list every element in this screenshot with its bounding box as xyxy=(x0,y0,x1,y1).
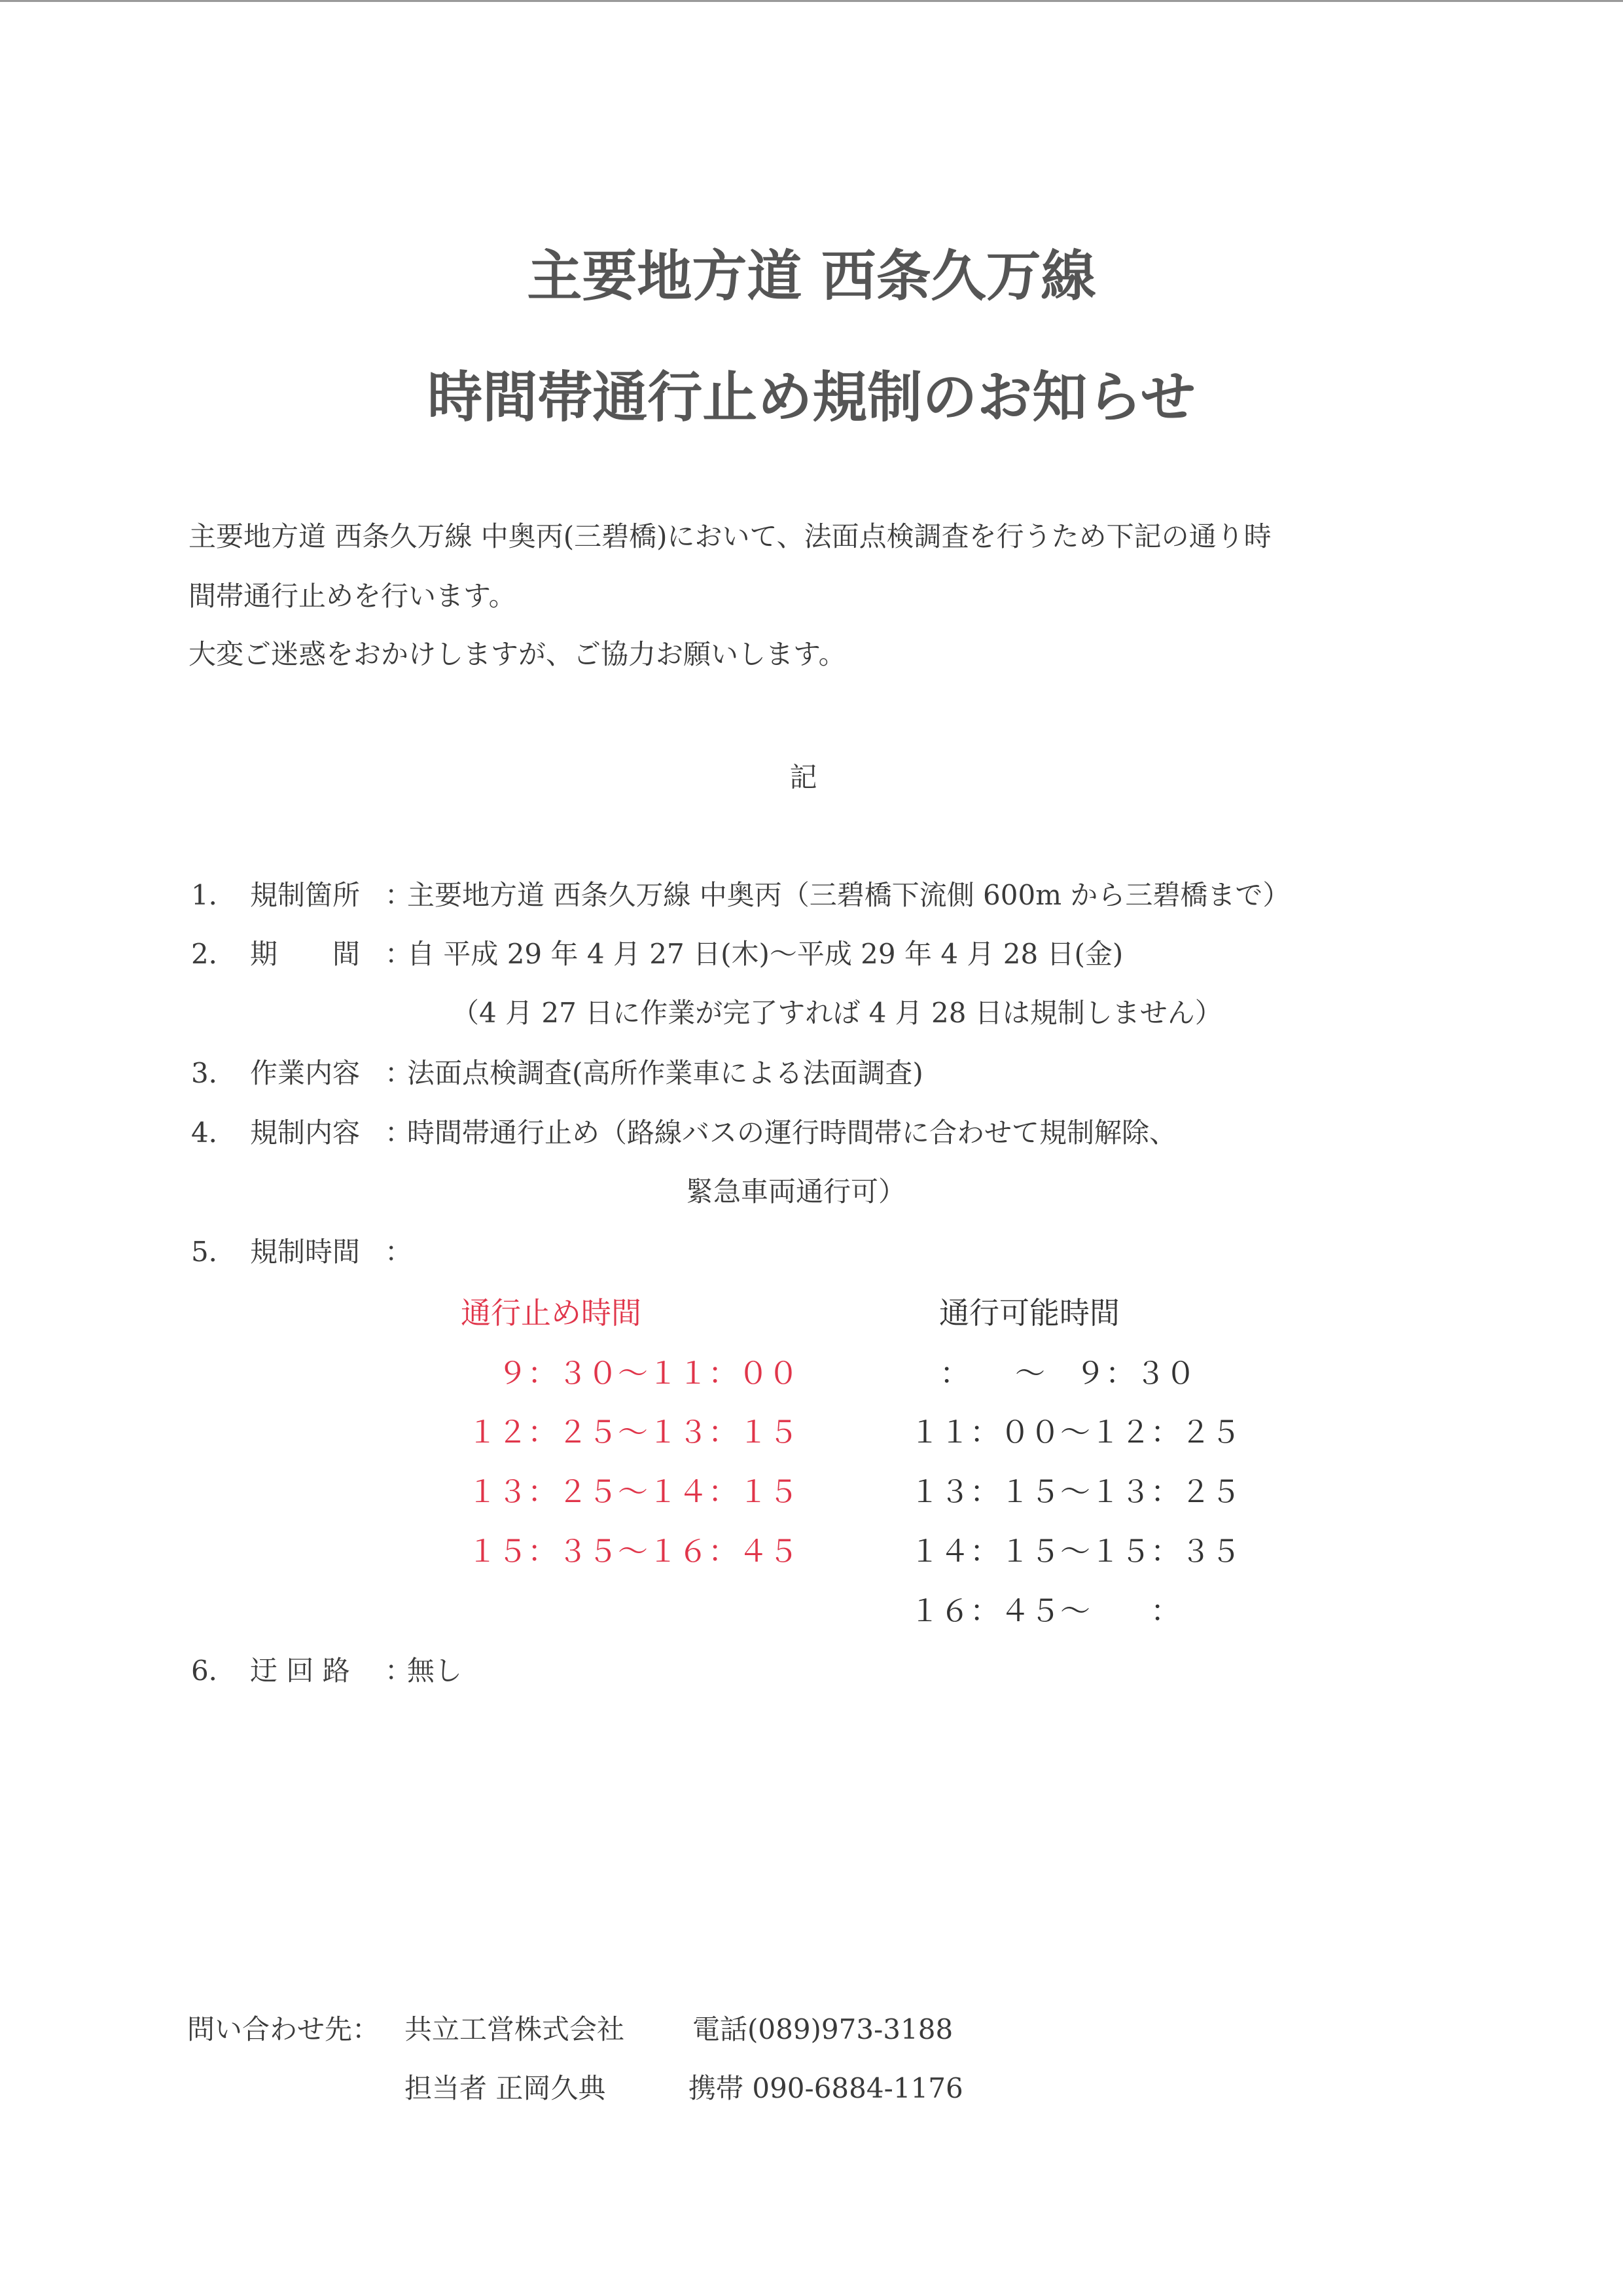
ki-heading: 記 xyxy=(789,761,817,793)
item-value: 主要地方道 西条久万線 中奥丙（三碧橋下流側 600m から三碧橋まで） xyxy=(407,879,1291,911)
open-time: １３：１５～１３：２５ xyxy=(910,1474,1241,1509)
item-regulation xyxy=(0,1111,1623,1151)
item-value: 無し xyxy=(407,1655,463,1687)
page-title: 主要地方道 西条久万線 xyxy=(527,244,1096,308)
open-time: １６：４５～ ： xyxy=(910,1593,1181,1628)
item-number: 4． xyxy=(191,1117,236,1149)
item-number: 5． xyxy=(191,1236,236,1268)
item-number: 1． xyxy=(191,879,236,911)
item-period xyxy=(0,933,1623,972)
item-value: 法面点検調査(高所作業車による法面調査) xyxy=(407,1057,923,1089)
item-label: 規制内容 xyxy=(250,1117,361,1149)
item-label: 迂 回 路 xyxy=(250,1655,350,1687)
item-regulation-cont: 緊急車両通行可） xyxy=(686,1175,906,1208)
open-time: １４：１５～１５：３５ xyxy=(910,1534,1241,1569)
item-colon: ： xyxy=(385,1236,413,1268)
item-location xyxy=(0,874,1623,913)
open-time: ： ～ ９：３０ xyxy=(910,1355,1196,1391)
open-time: １１：００～１２：２５ xyxy=(910,1414,1241,1450)
item-colon: ： xyxy=(385,938,413,970)
closed-time: １５：３５～１６：４５ xyxy=(467,1534,798,1569)
page-subtitle: 時間帯通行止め規制のお知らせ xyxy=(427,365,1196,429)
item-label: 作業内容 xyxy=(250,1057,361,1089)
contact-mobile: 携帯 090-6884-1176 xyxy=(688,2072,963,2104)
closed-times-header: 通行止め時間 xyxy=(461,1295,641,1331)
item-value: 時間帯通行止め（路線バスの運行時間帯に合わせて規制解除、 xyxy=(407,1117,1177,1149)
item-value: 自 平成 29 年 4 月 27 日(木)～平成 29 年 4 月 28 日(金) xyxy=(407,938,1124,970)
item-times xyxy=(0,1230,1623,1270)
contact-person: 担当者 正岡久典 xyxy=(404,2072,606,2104)
intro-line-1: 主要地方道 西条久万線 中奥丙(三碧橋)において、法面点検調査を行うため下記の通り時 xyxy=(188,520,1272,552)
item-detour xyxy=(0,1649,1623,1689)
item-colon: ： xyxy=(385,1117,413,1149)
item-period-note: （4 月 27 日に作業が完了すれば 4 月 28 日は規制しません） xyxy=(452,997,1222,1029)
contact-phone: 電話(089)973-3188 xyxy=(692,2013,954,2045)
item-label: 規制時間 xyxy=(250,1236,361,1268)
closed-time: １３：２５～１４：１５ xyxy=(467,1474,798,1509)
item-colon: ： xyxy=(385,1655,413,1687)
item-colon: ： xyxy=(385,879,413,911)
closed-time: ９：３０～１１：００ xyxy=(497,1355,798,1391)
item-number: 3． xyxy=(191,1057,236,1089)
item-label: 規制箇所 xyxy=(250,879,361,911)
item-number: 2． xyxy=(191,938,236,970)
closed-time: １２：２５～１３：１５ xyxy=(467,1414,798,1450)
item-label: 期 間 xyxy=(250,938,361,970)
contact-label: 問い合わせ先： xyxy=(187,2013,380,2045)
intro-line-3: 大変ご迷惑をおかけしますが、ご協力お願いします。 xyxy=(188,638,846,670)
intro-line-2: 間帯通行止めを行います。 xyxy=(188,580,516,612)
item-number: 6． xyxy=(191,1655,236,1687)
contact-company: 共立工営株式会社 xyxy=(404,2013,625,2045)
open-times-header: 通行可能時間 xyxy=(939,1295,1120,1331)
item-work xyxy=(0,1052,1623,1091)
item-colon: ： xyxy=(385,1057,413,1089)
scan-top-edge xyxy=(0,0,1623,2)
